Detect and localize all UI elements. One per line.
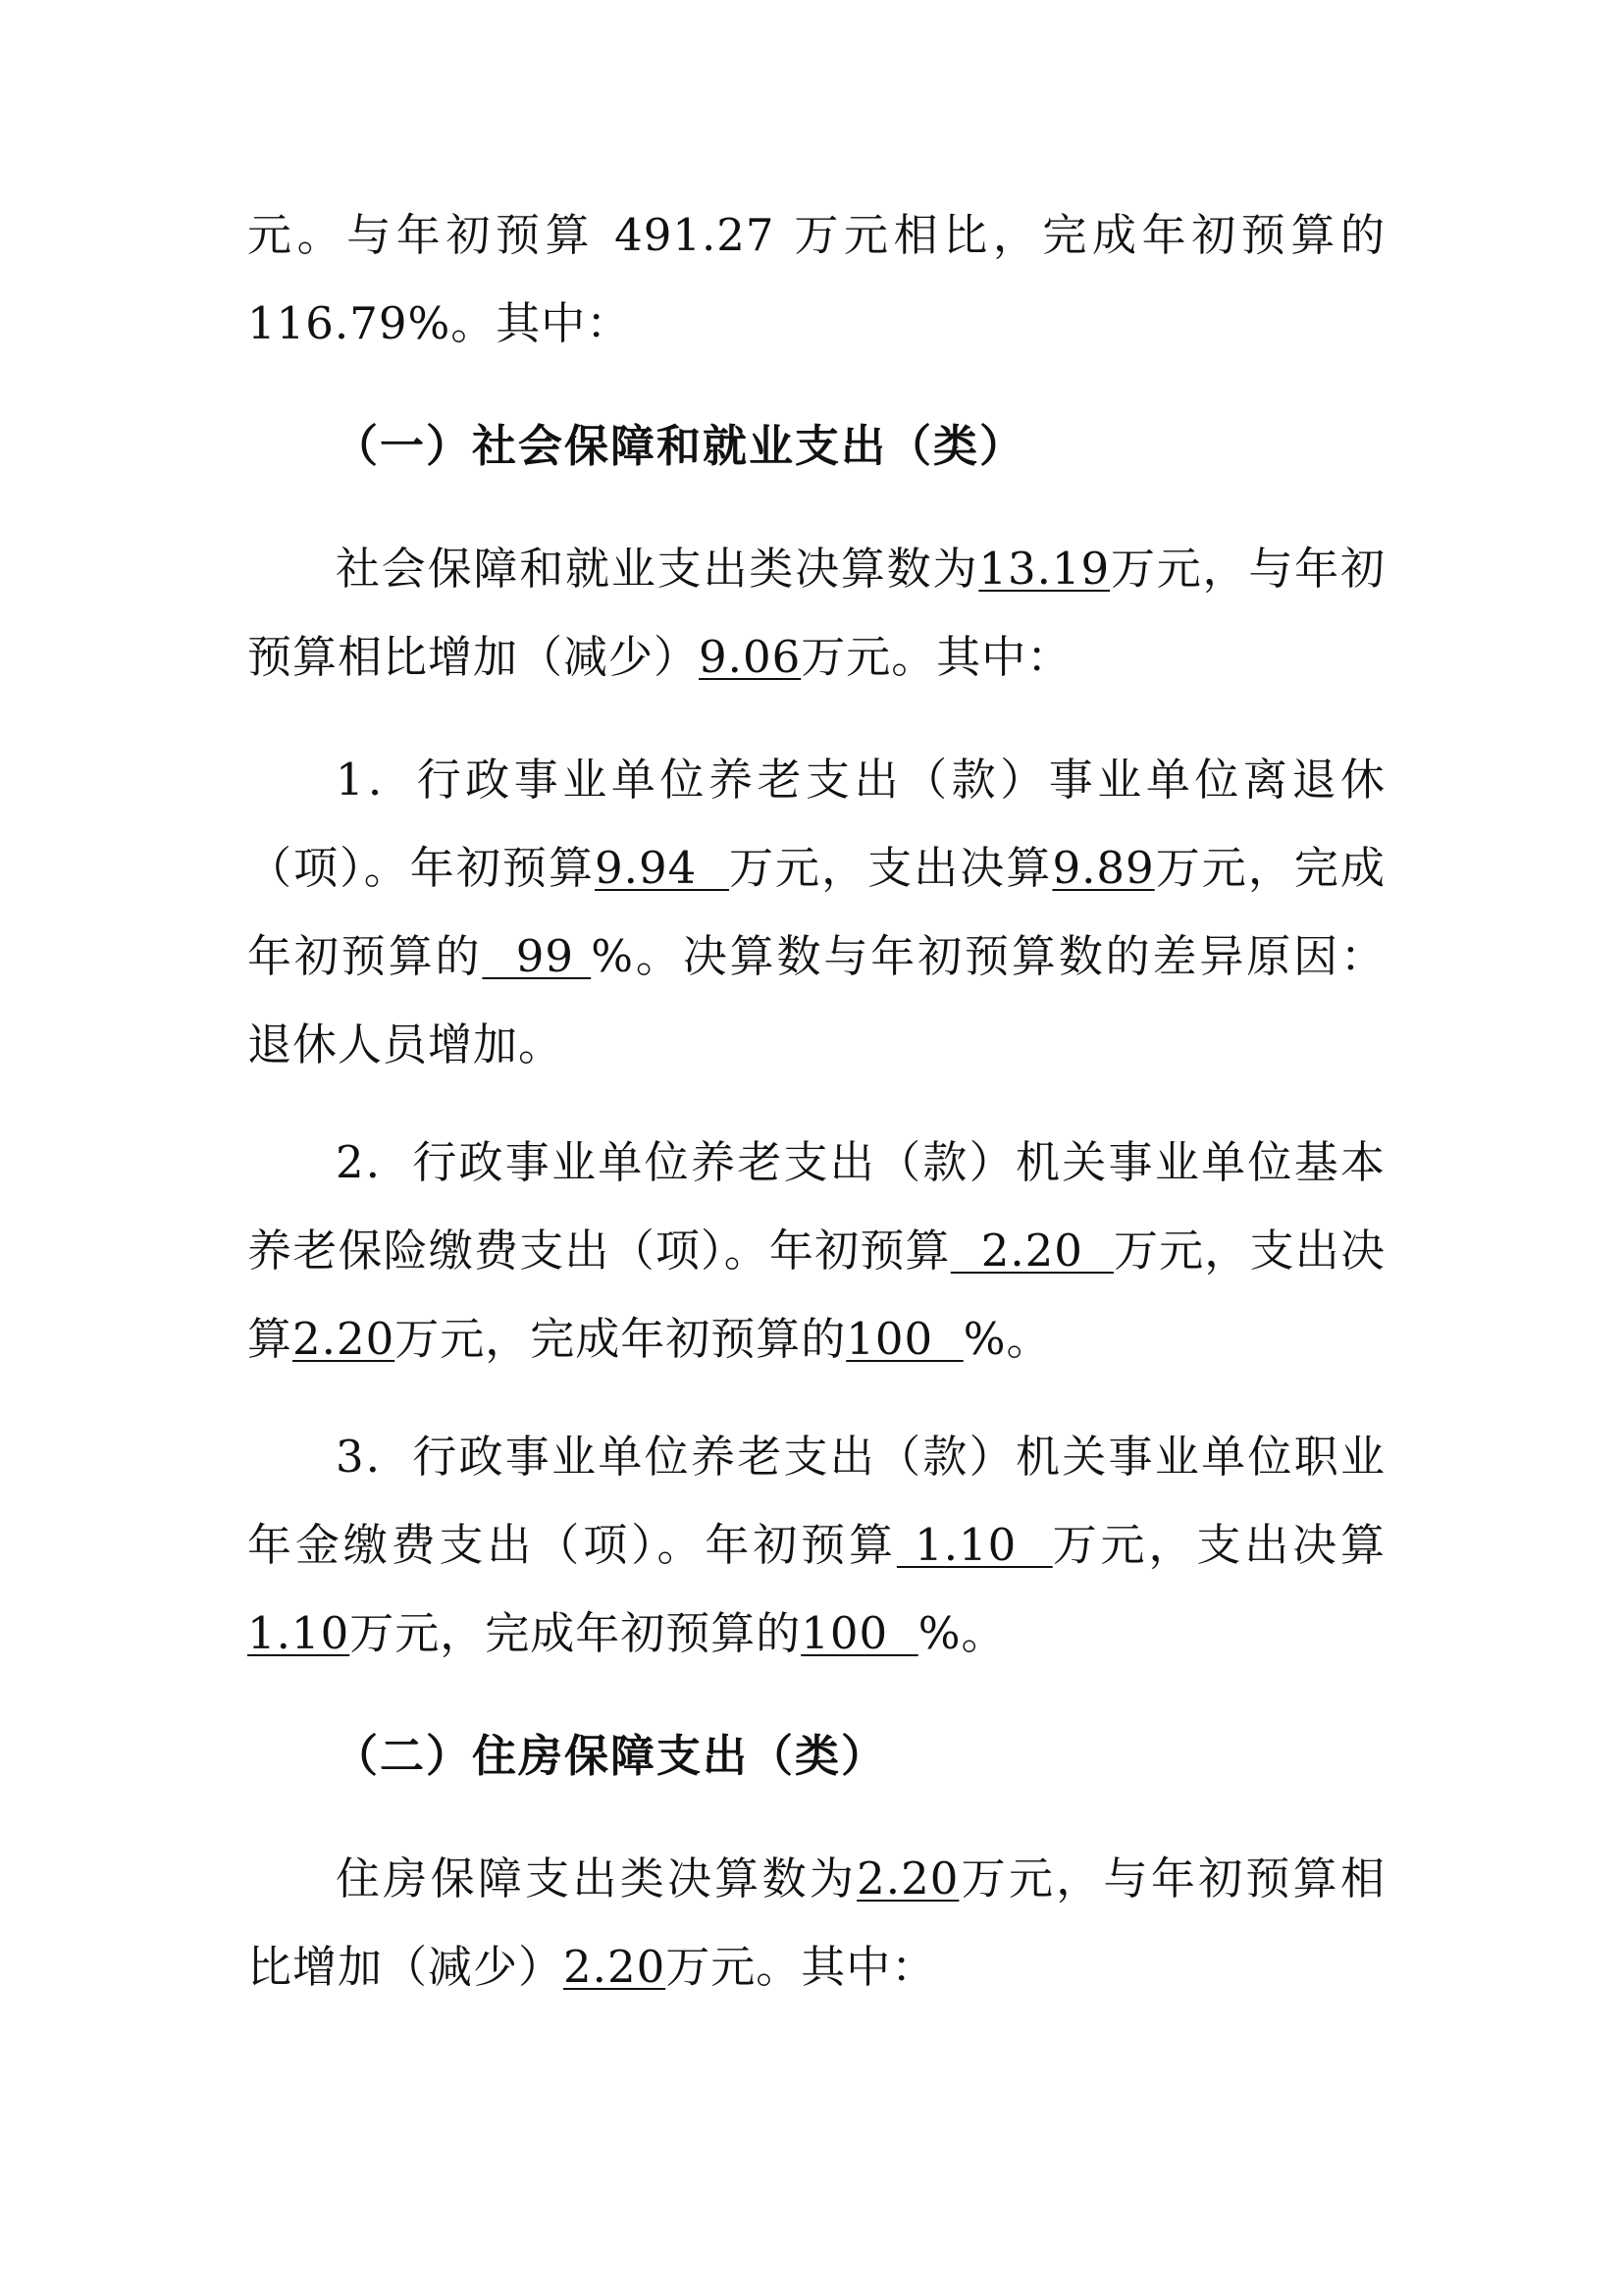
text-segment: 住房保障支出类决算数为 xyxy=(336,1852,858,1905)
text-segment: 3．行政事业单位养老支出（款）机关事业单位职业年金缴费支出（项）。年初预算 xyxy=(247,1431,1386,1571)
value-change: 2.20 xyxy=(563,1941,666,1993)
value-final-account: 9.89 xyxy=(1052,842,1155,894)
text-segment: 万元。其中： xyxy=(665,1941,937,1993)
paragraph-item-3 xyxy=(247,1413,1386,1678)
text-segment: 万元。其中： xyxy=(801,631,1073,683)
text-segment: 万元，与年初预算相比增加（减少） xyxy=(247,543,1386,683)
paragraph-item-1 xyxy=(247,736,1386,1089)
value-initial-budget: 9.94 xyxy=(595,842,729,894)
section-heading-social-security: （一）社会保障和就业支出（类） xyxy=(334,420,1026,472)
value-final-account: 13.19 xyxy=(978,543,1111,595)
value-initial-budget: 1.10 xyxy=(896,1519,1053,1571)
text-segment: 万元，支出决算 xyxy=(728,842,1053,894)
text-segment: 万元，完成年初预算的 xyxy=(349,1607,802,1659)
text-segment: 万元，完成年初预算的 xyxy=(394,1313,847,1365)
text-segment: 万元，与年初预算相比增加（减少） xyxy=(247,1852,1386,1993)
text-segment: 1．行政事业单位养老支出（款）事业单位离退休（项）。年初预算 xyxy=(247,754,1386,894)
text-segment: 社会保障和就业支出类决算数为 xyxy=(336,543,979,595)
paragraph-social-security-total xyxy=(247,525,1386,702)
text-segment: %。 xyxy=(917,1607,1007,1659)
value-change: 9.06 xyxy=(699,631,802,683)
value-final-account: 2.20 xyxy=(292,1313,395,1365)
text-segment: 万元，完成年初预算的 xyxy=(247,842,1386,982)
paragraph-summary xyxy=(247,191,1386,368)
paragraph-item-2 xyxy=(247,1119,1386,1383)
value-final-account: 2.20 xyxy=(857,1852,960,1905)
section-heading-housing: （二）住房保障支出（类） xyxy=(334,1730,888,1782)
summary-text: 元。与年初预算 491.27 万元相比，完成年初预算的 116.79%。其中： xyxy=(247,209,1386,349)
text-segment: 万元，支出决算 xyxy=(1052,1519,1386,1571)
value-completion-rate: 100 xyxy=(801,1607,918,1659)
value-final-account: 1.10 xyxy=(247,1607,350,1659)
text-segment: 2．行政事业单位养老支出（款）机关事业单位基本养老保险缴费支出（项）。年初预算 xyxy=(247,1136,1386,1277)
text-segment: %。 xyxy=(963,1313,1052,1365)
text-segment: 万元，支出决算 xyxy=(247,1225,1386,1365)
text-segment: %。决算数与年初预算数的差异原因：退休人员增加。 xyxy=(247,930,1386,1070)
value-initial-budget: 2.20 xyxy=(950,1225,1114,1277)
value-completion-rate: 99 xyxy=(482,930,592,982)
value-completion-rate: 100 xyxy=(846,1313,964,1365)
paragraph-housing-total xyxy=(247,1835,1386,2011)
